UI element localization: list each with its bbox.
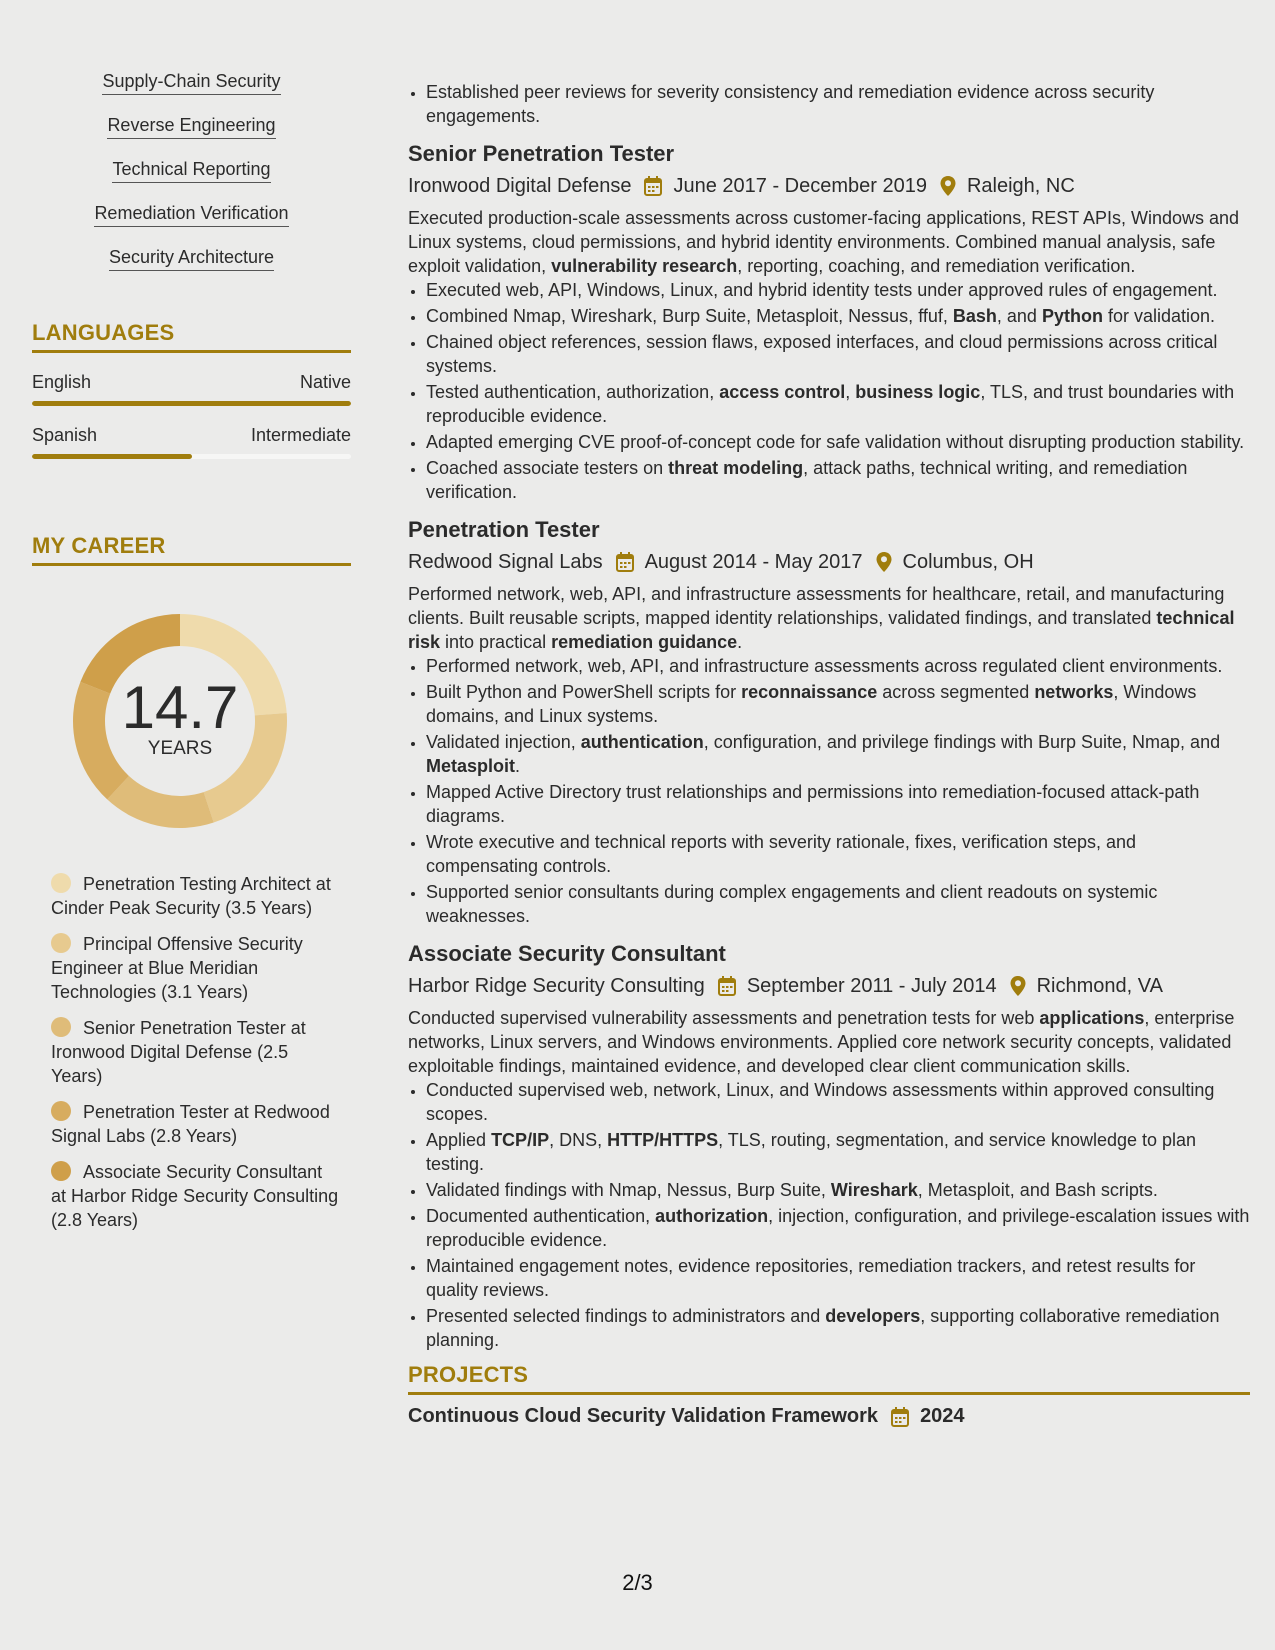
language-level-fill [32, 454, 192, 459]
bullet-item: • Executed web, API, Windows, Linux, and hybrid identity tests under approved rules of engagement. [426, 278, 1250, 302]
job-company: Harbor Ridge Security Consulting [408, 975, 705, 997]
language-level: Intermediate [250, 425, 351, 445]
job-location: Richmond, VA [1036, 975, 1163, 997]
career-total-years: 14.7 [121, 674, 239, 741]
languages-title: LANGUAGES [32, 320, 351, 353]
job-location: Raleigh, NC [966, 175, 1075, 197]
language-level: Native [299, 372, 351, 392]
bullet-item: • Established peer reviews for severity consistency and remediation evidence across security engagements. [426, 80, 1250, 128]
bullet-item: • Chained object references, session flaws, exposed interfaces, and cloud permissions across critical systems. [426, 330, 1250, 378]
job-meta [408, 972, 1250, 1000]
bullet-item: • Performed network, web, API, and infrastructure assessments across regulated client environments. [426, 654, 1250, 678]
job-dates: June 2017 - December 2019 [673, 175, 927, 197]
bullet-item: • Conducted supervised web, network, Linux, and Windows assessments within approved consulting scopes. [426, 1078, 1250, 1126]
bullet-item: • Presented selected findings to administrators and developers, supporting collaborative remediation planning. [426, 1304, 1250, 1352]
projects-section [408, 1362, 1250, 1428]
bullet-item: • Built Python and PowerShell scripts for reconnaissance across segmented networks, Windows domains, and Linux systems. [426, 680, 1250, 728]
calendar-icon [643, 175, 663, 197]
legend-swatch [51, 1101, 71, 1121]
job-bullets [408, 1078, 1250, 1352]
bullet-item: • Documented authentication, authorization, injection, configuration, and privilege-escalation issues with reproducible evidence. [426, 1204, 1250, 1252]
bullet-item: • Coached associate testers on threat modeling, attack paths, technical writing, and remediation verification. [426, 456, 1250, 504]
career-section [32, 533, 351, 1232]
location-pin-icon [939, 175, 957, 197]
sidebar [32, 70, 351, 1244]
language-item [32, 424, 351, 459]
career-legend-item [51, 1100, 341, 1148]
bullet-item: • Applied TCP/IP, DNS, HTTP/HTTPS, TLS, routing, segmentation, and service knowledge to plan testing. [426, 1128, 1250, 1176]
job-entry [408, 940, 1250, 1352]
bullet-item: • Mapped Active Directory trust relationships and permissions into remediation-focused attack-path diagrams. [426, 780, 1250, 828]
language-name: English [32, 372, 92, 392]
job-location: Columbus, OH [902, 551, 1034, 573]
legend-swatch [51, 933, 71, 953]
bullet-item: • Combined Nmap, Wireshark, Burp Suite, Metasploit, Nessus, ffuf, Bash, and Python for validation. [426, 304, 1250, 328]
language-name: Spanish [32, 425, 98, 445]
legend-swatch [51, 1017, 71, 1037]
career-legend-item [51, 1016, 341, 1088]
project-name: Continuous Cloud Security Validation Framework [408, 1405, 879, 1427]
calendar-icon [717, 975, 737, 997]
legend-label: Associate Security Consultant at Harbor Ridge Security Consulting (2.8 Years) [51, 1162, 339, 1230]
career-legend-item [51, 872, 341, 920]
job-bullets [408, 278, 1250, 504]
bullet-item: • Tested authentication, authorization, access control, business logic, TLS, and trust boundaries with reproducible evidence. [426, 380, 1250, 428]
location-pin-icon [875, 551, 893, 573]
legend-label: Principal Offensive Security Engineer at Blue Meridian Technologies (3.1 Years) [51, 934, 303, 1002]
legend-swatch [51, 873, 71, 893]
calendar-icon [615, 551, 635, 573]
languages-section [32, 320, 351, 459]
projects-title: PROJECTS [408, 1362, 1250, 1395]
career-legend-item [51, 1160, 341, 1232]
job-description: Conducted supervised vulnerability assessments and penetration tests for web applications, enterprise networks, Linux servers, and Windows environments. Applied core network security concepts, validated exploitable findings, maintained evidence, and developed clear client communication skills. [408, 1008, 1235, 1076]
language-level-bar [32, 401, 351, 406]
skill-item: Security Architecture [109, 246, 274, 271]
job-meta [408, 548, 1250, 576]
language-level-fill [32, 401, 351, 406]
career-legend [51, 872, 341, 1232]
career-title: MY CAREER [32, 533, 351, 566]
job-entry [408, 140, 1250, 504]
skill-item: Reverse Engineering [107, 114, 275, 139]
project-item [408, 1405, 1250, 1428]
bullet-item: • Wrote executive and technical reports with severity rationale, fixes, verification steps, and compensating controls. [426, 830, 1250, 878]
calendar-icon [890, 1406, 910, 1428]
bullet-item: • Validated findings with Nmap, Nessus, Burp Suite, Wireshark, Metasploit, and Bash scripts. [426, 1178, 1250, 1202]
project-year: 2024 [920, 1405, 965, 1427]
job-dates: August 2014 - May 2017 [644, 551, 863, 573]
skills-list [32, 70, 351, 290]
job-bullets [408, 654, 1250, 928]
job-description: Executed production-scale assessments across customer-facing applications, REST APIs, Windows and Linux systems, cloud permissions, and hybrid identity environments. Combined manual analysis, safe exploit validation, vulnerability research, reporting, coaching, and remediation verification. [408, 208, 1240, 276]
page-number: 2/3 [622, 1570, 653, 1595]
legend-swatch [51, 1161, 71, 1181]
language-item [32, 371, 351, 406]
location-pin-icon [1009, 975, 1027, 997]
main-content [408, 80, 1250, 1428]
skill-item: Technical Reporting [112, 158, 270, 183]
legend-label: Penetration Testing Architect at Cinder Peak Security (3.5 Years) [51, 874, 331, 918]
continued-bullets [408, 80, 1250, 128]
bullet-item: • Supported senior consultants during complex engagements and client readouts on systemic weaknesses. [426, 880, 1250, 928]
job-description: Performed network, web, API, and infrastructure assessments for healthcare, retail, and manufacturing clients. Built reusable scripts, mapped identity relationships, validated findings, and translated technical risk into practical remediation guidance. [408, 584, 1235, 652]
skill-item: Supply-Chain Security [102, 70, 280, 95]
career-donut-chart [65, 606, 295, 836]
bullet-item: • Validated injection, authentication, configuration, and privilege findings with Burp Suite, Nmap, and Metasploit. [426, 730, 1250, 778]
job-title: Senior Penetration Tester [408, 141, 675, 166]
job-title: Associate Security Consultant [408, 941, 726, 966]
bullet-item: • Maintained engagement notes, evidence repositories, remediation trackers, and retest results for quality reviews. [426, 1254, 1250, 1302]
job-meta [408, 172, 1250, 200]
career-legend-item [51, 932, 341, 1004]
job-dates: September 2011 - July 2014 [746, 975, 997, 997]
skill-item: Remediation Verification [94, 202, 288, 227]
job-company: Ironwood Digital Defense [408, 175, 632, 197]
legend-label: Penetration Tester at Redwood Signal Labs (2.8 Years) [51, 1102, 330, 1146]
job-title: Penetration Tester [408, 517, 600, 542]
legend-label: Senior Penetration Tester at Ironwood Digital Defense (2.5 Years) [51, 1018, 306, 1086]
career-years-unit: YEARS [147, 738, 213, 759]
language-level-bar [32, 454, 351, 459]
bullet-item: • Adapted emerging CVE proof-of-concept code for safe validation without disrupting production stability. [426, 430, 1250, 454]
job-company: Redwood Signal Labs [408, 551, 603, 573]
job-entry [408, 516, 1250, 928]
